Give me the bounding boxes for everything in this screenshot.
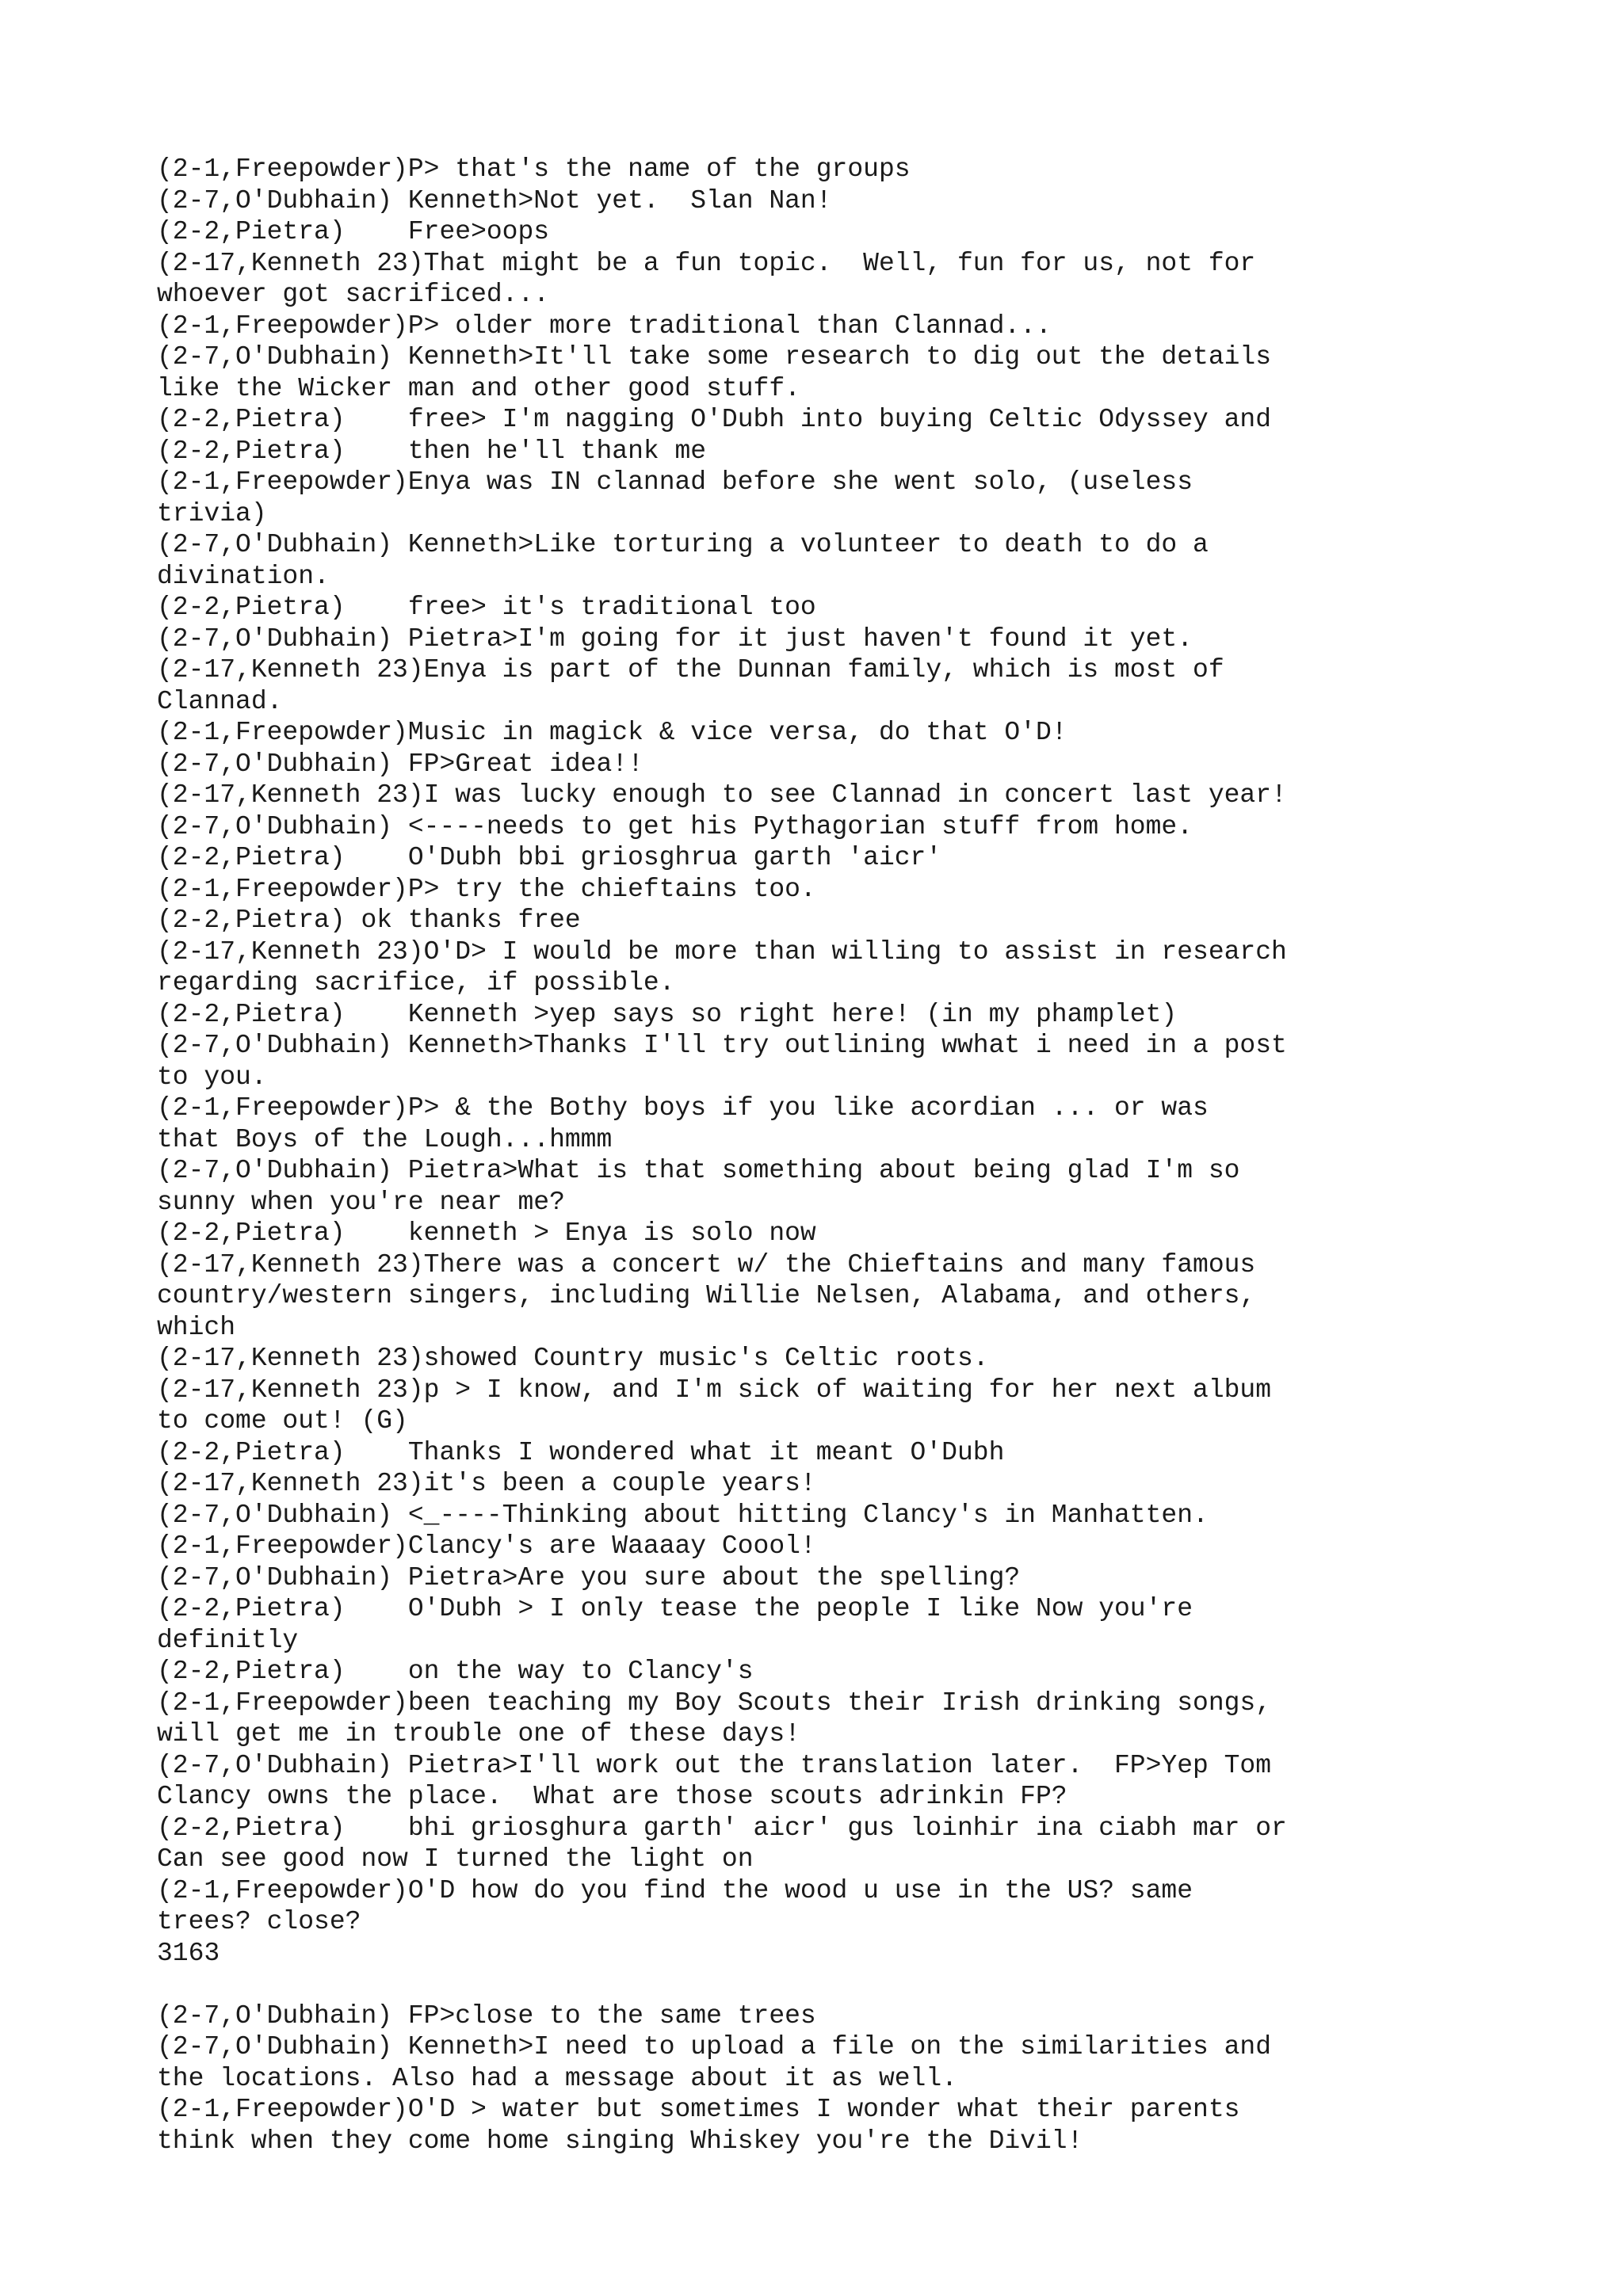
chat-line: (2-17,Kenneth 23)it's been a couple years!: [157, 1469, 816, 1498]
chat-line: (2-2,Pietra) then he'll thank me: [157, 436, 707, 466]
chat-line: (2-2,Pietra) ok thanks free: [157, 906, 581, 935]
chat-line: (2-1,Freepowder)been teaching my Boy Scouts their Irish drinking songs,: [157, 1688, 1272, 1718]
chat-line: (2-7,O'Dubhain) Kenneth>Thanks I'll try outlining wwhat i need in a post: [157, 1031, 1287, 1060]
chat-line: which: [157, 1312, 236, 1342]
chat-line: (2-1,Freepowder)Music in magick & vice versa, do that O'D!: [157, 718, 1067, 747]
chat-line: to come out! (G): [157, 1406, 408, 1436]
chat-line: (2-7,O'Dubhain) <_----Thinking about hitting Clancy's in Manhatten.: [157, 1500, 1209, 1530]
document-page: [157, 154, 1583, 2157]
chat-line: (2-1,Freepowder)O'D > water but sometimes I wonder what their parents: [157, 2095, 1240, 2124]
chat-line: (2-17,Kenneth 23)O'D> I would be more than willing to assist in research: [157, 936, 1287, 967]
chat-line: the locations. Also had a message about it as well.: [157, 2063, 957, 2093]
chat-line: sunny when you're near me?: [157, 1187, 565, 1217]
chat-line: (2-2,Pietra) Thanks I wondered what it meant O'Dubh: [157, 1437, 1005, 1467]
chat-line: (2-1,Freepowder)P> that's the name of the groups: [157, 154, 911, 184]
chat-log: [157, 154, 1583, 2157]
chat-line: (2-7,O'Dubhain) Pietra>Are you sure about the spelling?: [157, 1562, 1021, 1592]
chat-line: think when they come home singing Whiskey you're the Divil!: [157, 2126, 1083, 2156]
chat-line: (2-7,O'Dubhain) Pietra>What is that something about being glad I'm so: [157, 1156, 1240, 1185]
chat-line: Clancy owns the place. What are those scouts adrinkin FP?: [157, 1782, 1067, 1811]
chat-line: (2-1,Freepowder)P> & the Bothy boys if you like acordian ... or was: [157, 1093, 1209, 1123]
chat-line: regarding sacrifice, if possible.: [157, 968, 675, 997]
chat-line: (2-1,Freepowder)Enya was IN clannad before she went solo, (useless: [157, 467, 1193, 497]
chat-line: (2-7,O'Dubhain) Kenneth>Like torturing a volunteer to death to do a: [157, 530, 1209, 559]
chat-line: (2-2,Pietra) kenneth > Enya is solo now: [157, 1219, 816, 1248]
chat-line: Can see good now I turned the light on: [157, 1844, 754, 1874]
chat-line: (2-17,Kenneth 23)Enya is part of the Dunnan family, which is most of: [157, 655, 1224, 685]
chat-line: will get me in trouble one of these days!: [157, 1719, 800, 1749]
chat-line: (2-17,Kenneth 23)I was lucky enough to see Clannad in concert last year!: [157, 780, 1287, 810]
chat-line: (2-2,Pietra) O'Dubh bbi griosghrua garth 'aicr': [157, 843, 942, 872]
chat-line: definitly: [157, 1625, 299, 1655]
chat-line: (2-1,Freepowder)O'D how do you find the wood u use in the US? same: [157, 1875, 1193, 1905]
chat-line: divination.: [157, 561, 330, 591]
chat-line: trees? close?: [157, 1907, 361, 1936]
chat-line: (2-17,Kenneth 23)p > I know, and I'm sick of waiting for her next album: [157, 1375, 1272, 1405]
chat-line: (2-17,Kenneth 23)showed Country music's Celtic roots.: [157, 1344, 989, 1373]
chat-line: (2-7,O'Dubhain) <----needs to get his Pythagorian stuff from home.: [157, 811, 1193, 841]
chat-line: to you.: [157, 1062, 267, 1092]
chat-line: trivia): [157, 498, 267, 528]
chat-line: (2-1,Freepowder)Clancy's are Waaaay Coool!: [157, 1531, 816, 1561]
chat-line: (2-2,Pietra) bhi griosghura garth' aicr' gus loinhir ina ciabh mar or: [157, 1813, 1287, 1843]
chat-line: 3163: [157, 1938, 220, 1968]
chat-line: (2-2,Pietra) Free>oops: [157, 217, 550, 246]
chat-line: (2-7,O'Dubhain) FP>Great idea!!: [157, 749, 643, 779]
blank-line: [157, 1969, 1583, 2000]
chat-line: Clannad.: [157, 686, 283, 716]
chat-line: (2-7,O'Dubhain) Kenneth>It'll take some research to dig out the details: [157, 342, 1272, 372]
chat-line: country/western singers, including Willie Nelsen, Alabama, and others,: [157, 1281, 1256, 1310]
chat-line: (2-1,Freepowder)P> try the chieftains too.: [157, 874, 816, 904]
chat-line: (2-2,Pietra) Kenneth >yep says so right here! (in my phamplet): [157, 999, 1178, 1029]
chat-line: (2-2,Pietra) O'Dubh > I only tease the people I like Now you're: [157, 1594, 1193, 1623]
chat-line: (2-7,O'Dubhain) Kenneth>I need to upload a file on the similarities and: [157, 2032, 1272, 2061]
chat-line: (2-7,O'Dubhain) Kenneth>Not yet. Slan Nan!: [157, 185, 832, 215]
chat-line: like the Wicker man and other good stuff.: [157, 373, 800, 403]
chat-line: whoever got sacrificed...: [157, 280, 550, 309]
chat-line: (2-1,Freepowder)P> older more traditional than Clannad...: [157, 311, 1052, 341]
chat-line: (2-17,Kenneth 23)That might be a fun topic. Well, fun for us, not for: [157, 248, 1256, 278]
chat-line: (2-7,O'Dubhain) Pietra>I'm going for it just haven't found it yet.: [157, 624, 1193, 654]
chat-line: (2-17,Kenneth 23)There was a concert w/ the Chieftains and many famous: [157, 1249, 1256, 1280]
chat-line: (2-2,Pietra) free> it's traditional too: [157, 593, 816, 622]
chat-line: (2-7,O'Dubhain) Pietra>I'll work out the translation later. FP>Yep Tom: [157, 1750, 1272, 1780]
chat-line: that Boys of the Lough...hmmm: [157, 1124, 613, 1154]
chat-line: (2-2,Pietra) free> I'm nagging O'Dubh into buying Celtic Odyssey and: [157, 405, 1272, 434]
chat-line: (2-7,O'Dubhain) FP>close to the same trees: [157, 2000, 816, 2031]
chat-line: (2-2,Pietra) on the way to Clancy's: [157, 1657, 754, 1686]
